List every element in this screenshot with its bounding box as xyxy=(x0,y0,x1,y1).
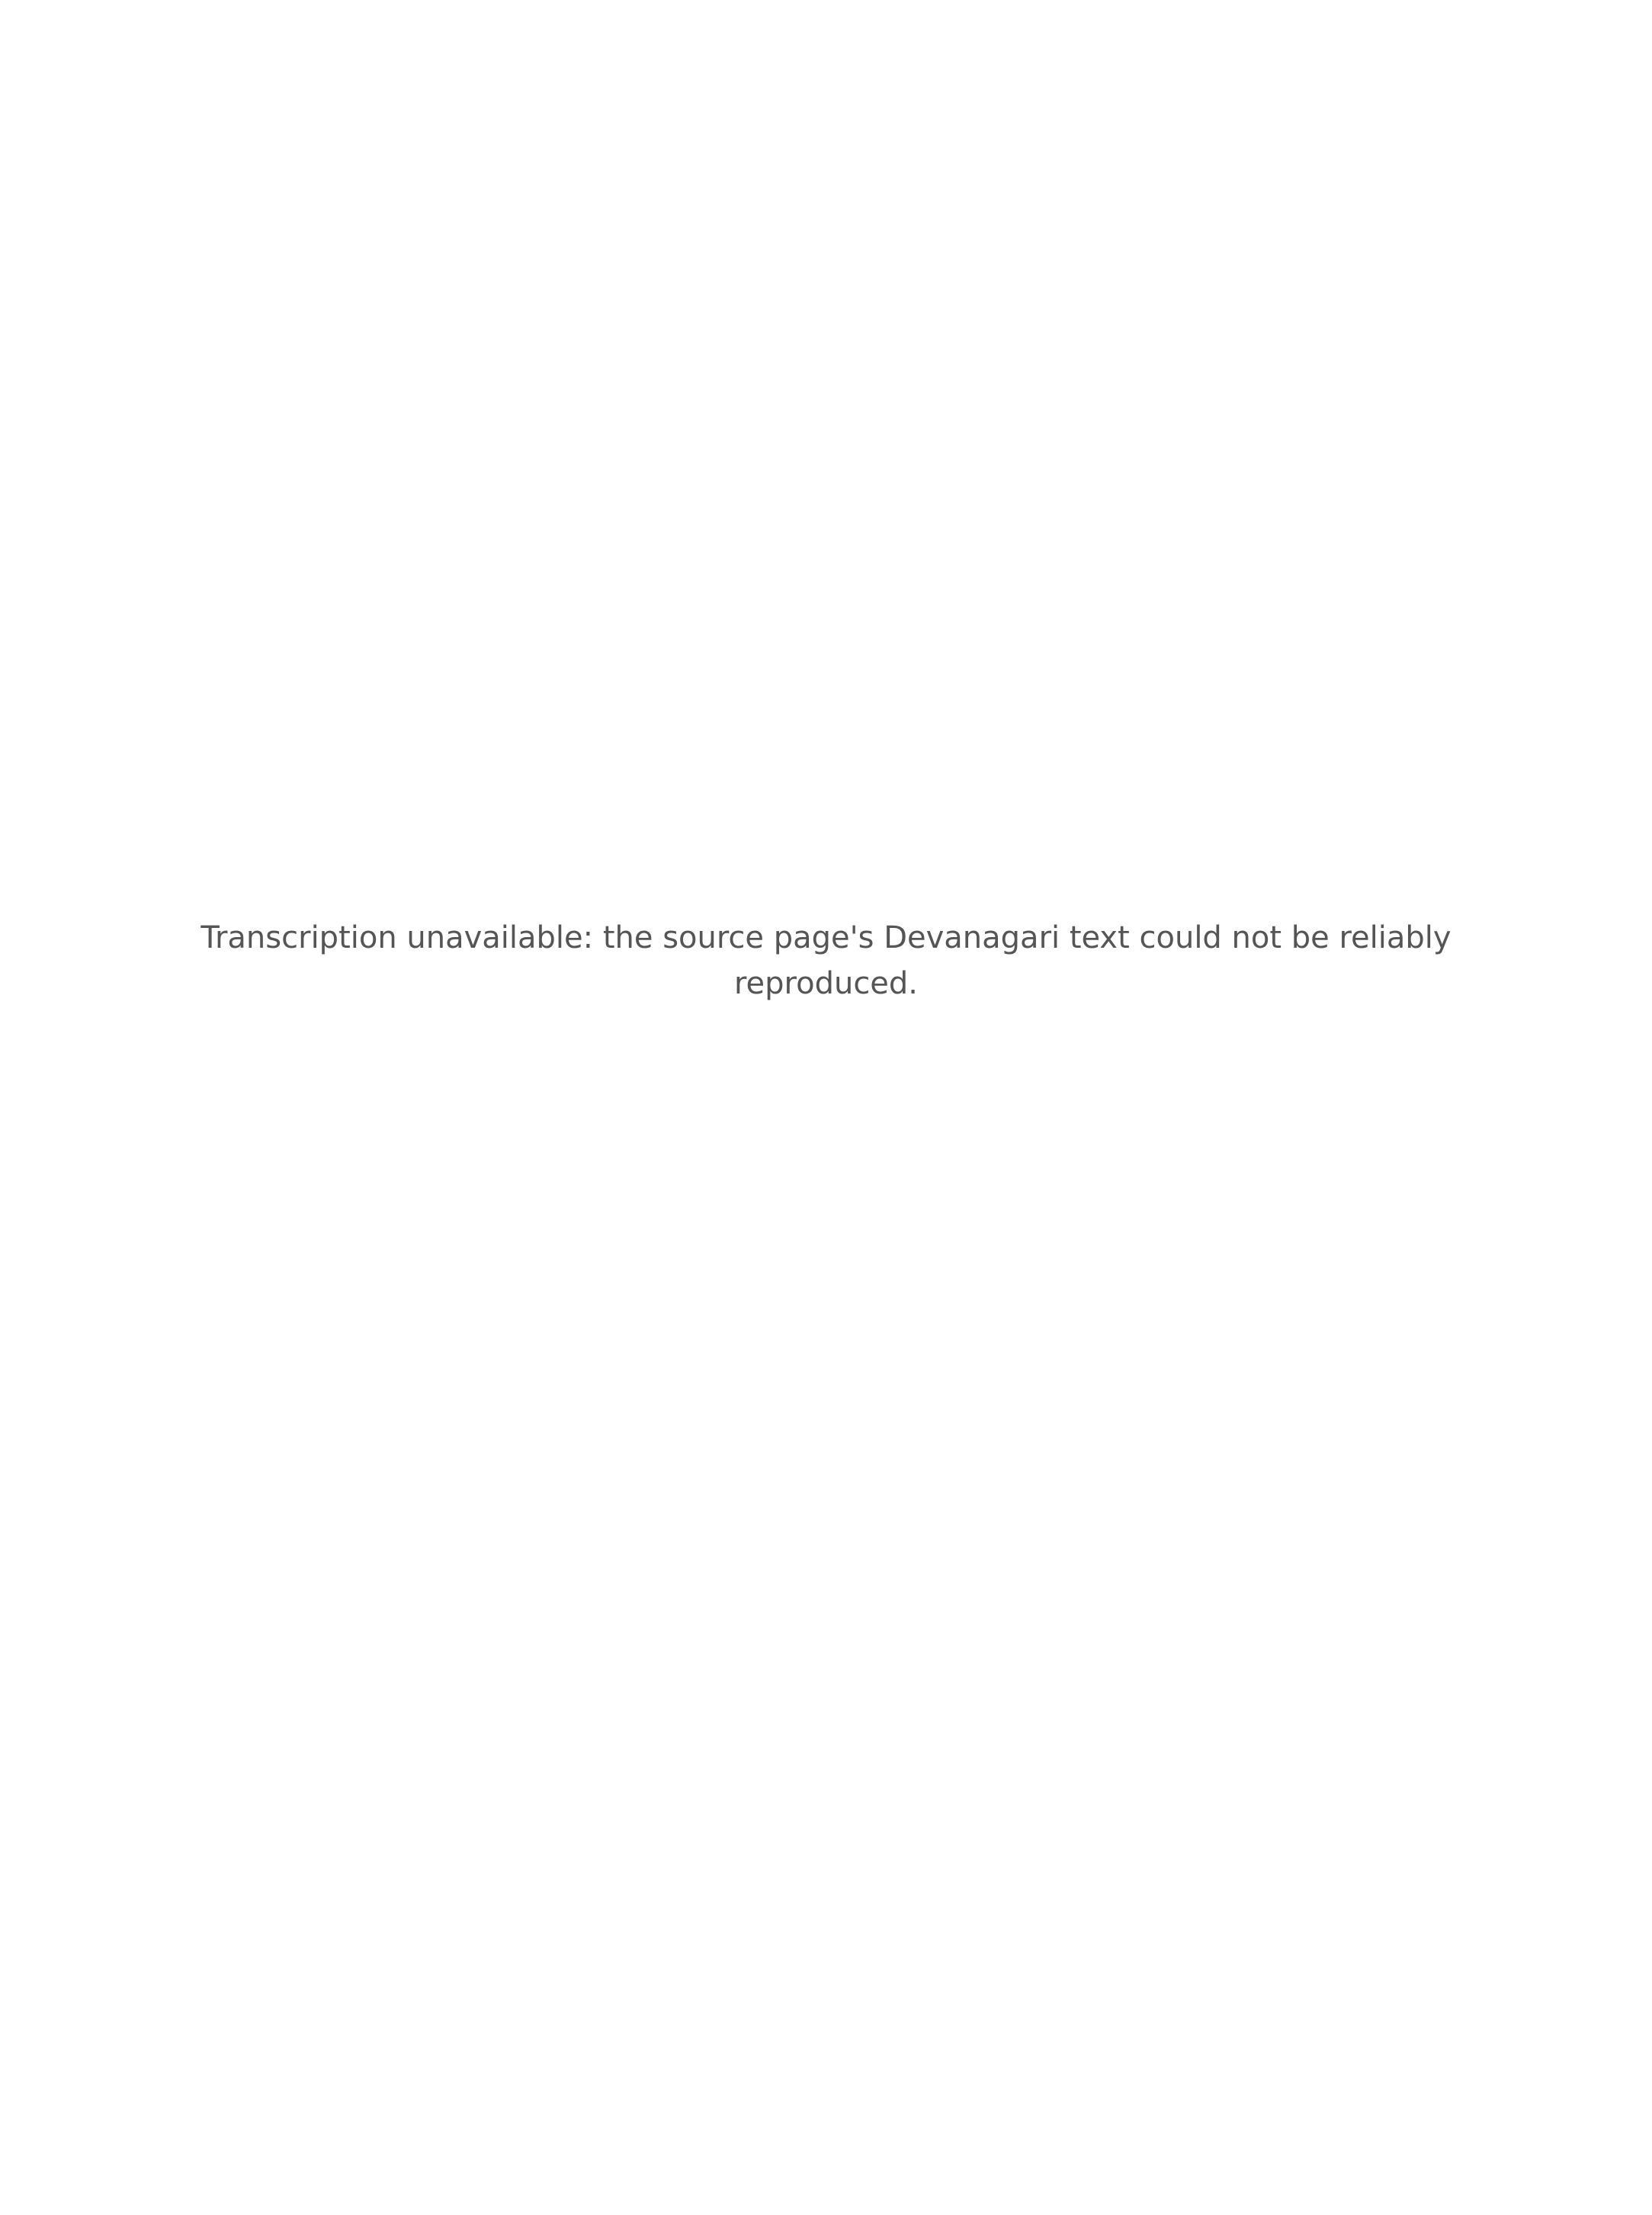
notice: Transcription unavailable: the source page's Devanagari text could not be reliably reproduced. xyxy=(200,920,1452,1001)
